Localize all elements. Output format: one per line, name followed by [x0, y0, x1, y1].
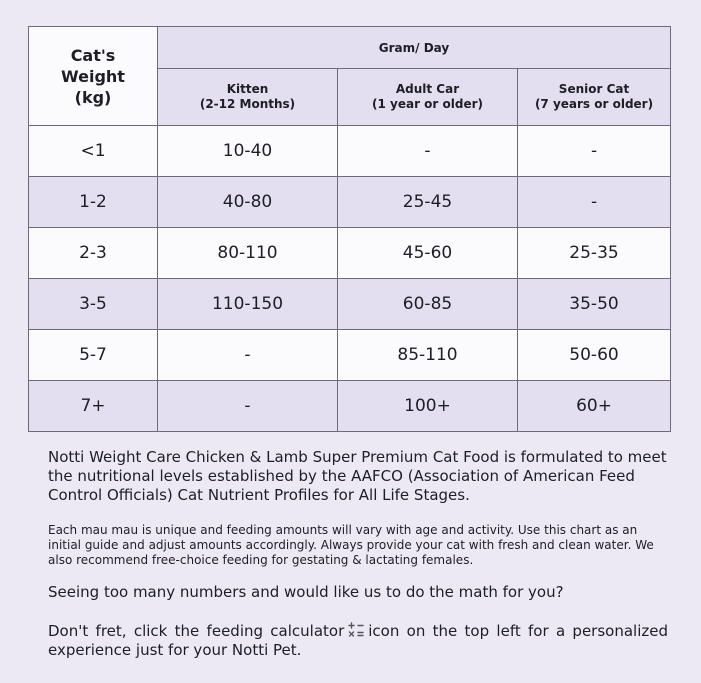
adult-cell: 45-60 — [338, 228, 518, 279]
feeding-guide-note: Each mau mau is unique and feeding amounts will vary with age and activity. Use this chart as an initial guide and adjust amounts accordingly. Always provide your cat with fresh and clean water. We also recommend free-choice feeding for gestating & lactating females. — [48, 523, 654, 567]
kitten-cell: 40-80 — [158, 177, 338, 228]
weight-header-line: Cat's — [70, 45, 116, 65]
feeding-chart — [28, 26, 670, 432]
kitten-cell: - — [158, 330, 338, 381]
senior-cell: 50-60 — [518, 330, 671, 381]
weight-header-line: Weight — [61, 66, 125, 86]
kitten-cell: - — [158, 381, 338, 432]
calculator-hint-end: icon on the top left for a personalized experience just for your Notti Pet. — [48, 622, 668, 659]
table-row — [29, 228, 671, 279]
adult-cell: 85-110 — [338, 330, 518, 381]
weight-cell: 5-7 — [29, 330, 158, 381]
adult-cell: 60-85 — [338, 279, 518, 330]
kitten-cell: 10-40 — [158, 126, 338, 177]
adult-cell: 25-45 — [338, 177, 518, 228]
senior-column-header — [518, 69, 671, 126]
table-row — [29, 381, 671, 432]
column-label: Kitten — [226, 82, 269, 96]
calculator-icon — [347, 621, 365, 639]
table-row — [29, 279, 671, 330]
weight-cell: <1 — [29, 126, 158, 177]
math-question: Seeing too many numbers and would like us to do the math for you? — [48, 583, 564, 601]
adult-cell: - — [338, 126, 518, 177]
column-label: Adult Car — [395, 82, 460, 96]
feeding-table — [28, 26, 671, 432]
weight-cell: 7+ — [29, 381, 158, 432]
kitten-column-header — [158, 69, 338, 126]
weight-column-header — [29, 27, 158, 126]
weight-cell: 1-2 — [29, 177, 158, 228]
kitten-cell: 110-150 — [158, 279, 338, 330]
calculator-hint-start: Don't fret, click the feeding calculator — [48, 622, 345, 640]
kitten-cell: 80-110 — [158, 228, 338, 279]
calculator-hint — [48, 621, 668, 660]
table-row — [29, 177, 671, 228]
column-label: Senior Cat — [558, 82, 630, 96]
weight-cell: 2-3 — [29, 228, 158, 279]
weight-cell: 3-5 — [29, 279, 158, 330]
table-row — [29, 126, 671, 177]
senior-cell: - — [518, 177, 671, 228]
weight-header-line: (kg) — [74, 87, 112, 107]
formulation-paragraph: Notti Weight Care Chicken & Lamb Super Premium Cat Food is formulated to meet the nutritional levels established by the AAFCO (Association of American Feed Control Officials) Cat Nutrient Profiles for All Life Stages. — [48, 448, 667, 504]
gram-per-day-header: Gram/ Day — [158, 27, 671, 69]
senior-cell: 60+ — [518, 381, 671, 432]
column-sublabel: (1 year or older) — [372, 97, 483, 111]
senior-cell: 35-50 — [518, 279, 671, 330]
column-sublabel: (2-12 Months) — [199, 97, 296, 111]
senior-cell: - — [518, 126, 671, 177]
table-row — [29, 330, 671, 381]
senior-cell: 25-35 — [518, 228, 671, 279]
column-sublabel: (7 years or older) — [534, 97, 654, 111]
adult-column-header — [338, 69, 518, 126]
adult-cell: 100+ — [338, 381, 518, 432]
